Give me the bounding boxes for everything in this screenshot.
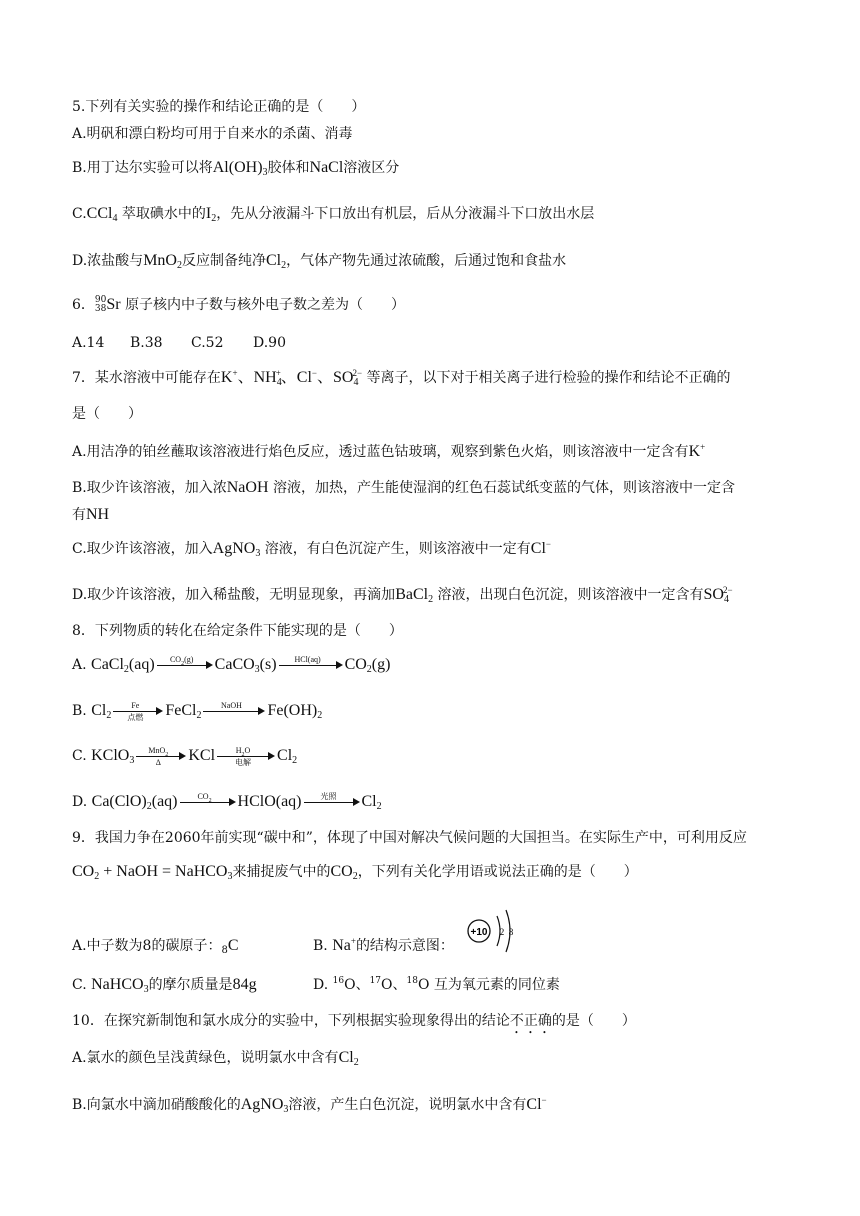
q9-option-a: A.中子数为8的碳原子：$_8$C [72, 937, 239, 956]
q5-d-pre: D.浓盐酸与 [72, 253, 144, 269]
q5-c-tail: ，先从分液漏斗下口放出有机层，后从分液漏斗下口放出水层 [216, 206, 595, 222]
q7-b-pre: B.取少许该溶液，加入浓 [72, 480, 227, 496]
atom-nucleus: +10 [470, 927, 488, 938]
q6-option-c: C.52 [191, 335, 224, 351]
q9-b-tail: 的结构示意图： [355, 938, 454, 954]
q9-c-tail: 的摩尔质量是 [148, 977, 233, 993]
q5-d-tail: ，气体产物先通过浓硫酸，后通过饱和食盐水 [286, 253, 567, 269]
q10-stem-tail: 的是（ ） [551, 1013, 636, 1029]
reaction-arrow: $CO_2$ [180, 792, 236, 812]
q9-stem-mid: 来捕捉废气中的 [232, 864, 331, 880]
q10-stem-emphasis: 不正确 [509, 1013, 552, 1029]
reaction-arrow: MnO$_2$ Δ [136, 746, 186, 766]
q9-stem-2: $CO_2$ + NaOH = NaHCO$_3$来捕捉废气中的$CO_2$，下列有关化学用语或说法正确的是（ ） [72, 863, 638, 882]
q7-d-pre: D.取少许该溶液，加入稀盐酸，无明显现象，再滴加 [72, 587, 396, 603]
q7-c-tail: 溶液，有白色沉淀产生，则该溶液中一定有 [264, 541, 531, 557]
q9-option-c: C. NaHCO$_3$的摩尔质量是84g [72, 976, 257, 995]
atom-shell-1: 2 [499, 927, 505, 937]
q10-b-pre: B.向氯水中滴加硝酸酸化的 [72, 1097, 241, 1113]
q7-a-text: A.用洁净的铂丝蘸取该溶液进行焰色反应，透过蓝色钴玻璃，观察到紫色火焰，则该溶液中一定含有 [72, 444, 689, 460]
q10-stem-pre: 10．在探究新制饱和氯水成分的实验中，下列根据实验现象得出的结论 [72, 1013, 510, 1029]
q6-option-b: B.38 [130, 335, 163, 351]
q9-option-d: D. $^{16}$O、$^{17}$O、$^{18}$O 互为氧元素的同位素 [313, 976, 560, 993]
q7-stem-2: 是（ ） [72, 406, 142, 422]
q10-stem [72, 1011, 636, 1037]
q7-d-tail: 溶液，出现白色沉淀，则该溶液中一定含有 [437, 587, 704, 603]
q9-option-b: B. Na+的结构示意图： [313, 936, 454, 954]
q5-b-tail: 胶体和 [267, 160, 310, 176]
q7-stem-pre: 7．某水溶液中可能存在 [72, 370, 221, 386]
q8-stem: 8．下列物质的转化在给定条件下能实现的是（ ） [72, 623, 403, 639]
reaction-arrow: $H_2O$ 电解 [217, 746, 275, 766]
q9-stem: 9．我国力争在2060年前实现“碳中和”，体现了中国对解决气候问题的大国担当。在实际生产中，可利用反应 [72, 830, 747, 846]
q5-stem: 5.下列有关实验的操作和结论正确的是（ ） [72, 99, 366, 115]
atom-shell-2: 8 [508, 927, 514, 937]
q8-option-b: B. $Cl_2$ Fe 点燃 FeCl$_2$ NaOH $Fe(OH)_2$ [72, 701, 323, 722]
q7-c-pre: C.取少许该溶液，加入 [72, 541, 213, 557]
q7-b2: 有 [72, 507, 86, 523]
q10-option-b: B.向氯水中滴加硝酸酸化的AgNO$_3$溶液，产生白色沉淀，说明氯水中含有Cl− [72, 1095, 547, 1115]
q6-num: 6． [72, 297, 95, 313]
reaction-arrow: NaOH [203, 701, 265, 721]
q5-option-c: C.CCl$_4$ 萃取碘水中的$I_2$，先从分液漏斗下口放出有机层，后从分液漏斗下口放出水层 [72, 205, 595, 224]
sodium-ion-structure-diagram [466, 906, 526, 956]
q5-option-d: D.浓盐酸与MnO$_2$反应制备纯净$Cl_2$，气体产物先通过浓硫酸，后通过饱和食盐水 [72, 252, 567, 271]
q6-option-d: D.90 [253, 335, 286, 351]
q5-b-end: 溶液区分 [343, 160, 400, 176]
q9-a-text: A.中子数为8的碳原子： [72, 938, 222, 954]
q8-option-d: D. $Ca(ClO)_2(aq)$ $CO_2$ HClO(aq) 光照 $Cl_2$ [72, 792, 382, 812]
q6-options [72, 333, 286, 353]
q7-stem-tail: 等离子，以下对于相关离子进行检验的操作和结论不正确的 [366, 370, 731, 386]
reaction-arrow: Fe 点燃 [113, 701, 163, 721]
q10-a-text: A.氯水的颜色呈浅黄绿色，说明氯水中含有 [72, 1050, 339, 1066]
q5-option-a: A.明矾和漂白粉均可用于自来水的杀菌、消毒 [72, 126, 353, 142]
q6-option-a: A.14 [72, 335, 105, 351]
q8-option-a: A. CaCl$_2$(aq) $CO_2(g)$ CaCO$_3$(s) HCl(aq) $CO_2(g)$ [72, 655, 391, 675]
reaction-arrow: $CO_2(g)$ [157, 655, 213, 675]
q5-d-mid: 反应制备纯净 [181, 253, 266, 269]
q7-option-d: D.取少许该溶液，加入稀盐酸，无明显现象，再滴加BaCl$_2$ 溶液，出现白色沉淀，则该溶液中一定含有$SO_4^{2-}$ [72, 585, 733, 605]
q10-option-a: A.氯水的颜色呈浅黄绿色，说明氯水中含有$Cl_2$ [72, 1049, 359, 1068]
q9-stem-tail: ，下列有关化学用语或说法正确的是（ ） [357, 864, 638, 880]
q7-option-b-cont: 有NH [72, 506, 110, 523]
q8-option-c: C. KClO$_3$ MnO$_2$ Δ KCl $H_2O$ 电解 $Cl_2$ [72, 746, 298, 767]
reaction-arrow: HCl(aq) [279, 655, 343, 675]
q6-stem: 6． 90 38 Sr 原子核内中子数与核外电子数之差为（ ） [72, 295, 406, 314]
q5-option-b: B.用丁达尔实验可以将$Al(OH)_3$胶体和NaCl溶液区分 [72, 159, 400, 178]
q9-d-tail: 互为氧元素的同位素 [433, 977, 560, 993]
q7-b-tail: 溶液，加热，产生能使湿润的红色石蕊试纸变蓝的气体，则该溶液中一定含 [272, 480, 735, 496]
reaction-arrow: 光照 [304, 792, 360, 812]
q6-tail: 原子核内中子数与核外电子数之差为（ ） [125, 297, 406, 313]
q7-stem: 7．某水溶液中可能存在K+、$NH_4^+$、Cl−、$SO_4^{2-}$ 等离子，以下对于相关离子进行检验的操作和结论不正确的 [72, 368, 731, 388]
q7-option-a: A.用洁净的铂丝蘸取该溶液进行焰色反应，透过蓝色钴玻璃，观察到紫色火焰，则该溶液中一定含有K+ [72, 442, 706, 460]
q7-option-c: C.取少许该溶液，加入AgNO$_3$ 溶液，有白色沉淀产生，则该溶液中一定有Cl− [72, 539, 551, 559]
q10-b-tail: 溶液，产生白色沉淀，说明氯水中含有 [288, 1097, 527, 1113]
q5-c-mid: 萃取碘水中的 [121, 206, 206, 222]
q5-c-pre: C. [72, 206, 87, 222]
q5-b-text: B.用丁达尔实验可以将 [72, 160, 213, 176]
q7-option-b: B.取少许该溶液，加入浓NaOH 溶液，加热，产生能使湿润的红色石蕊试纸变蓝的气体，则该溶液中一定含 [72, 479, 735, 496]
